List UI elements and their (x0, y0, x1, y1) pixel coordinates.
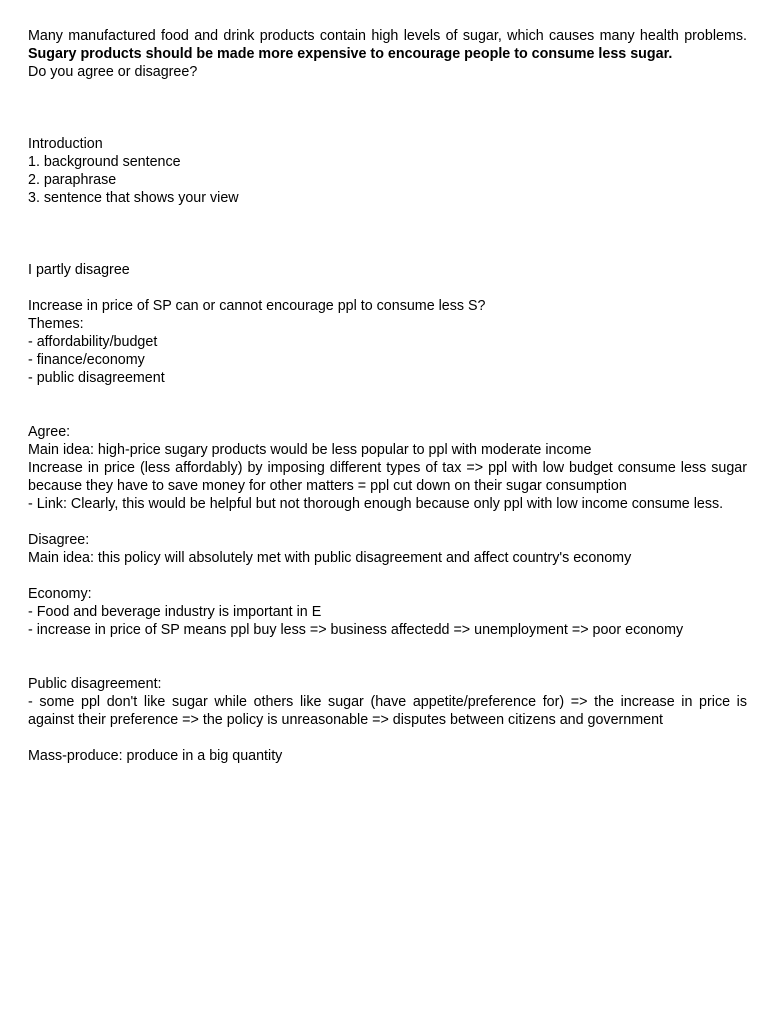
agree-link: - Link: Clearly, this would be helpful but not thorough enough because only ppl with low income consume less. (28, 496, 724, 512)
vocab-line: Mass-produce: produce in a big quantity (28, 748, 283, 764)
prompt-bold-statement: Sugary products should be made more expensive to encourage people to consume less sugar. (28, 46, 673, 62)
question-line: Increase in price of SP can or cannot encourage ppl to consume less S? (28, 298, 486, 314)
spacer (28, 513, 747, 531)
spacer (28, 117, 747, 135)
disagree-main-idea: Main idea: this policy will absolutely met with public disagreement and affect country's economy (28, 550, 632, 566)
agree-detail: Increase in price (less affordably) by imposing different types of tax => ppl with low budget consume less sugar because they have to save money for other matters = ppl cut down on their sugar consumption (28, 460, 747, 494)
public-disagreement-detail: - some ppl don't like sugar while others like sugar (have appetite/preference for) => the increase in price is against their preference => the policy is unreasonable => disputes between citizens and government (28, 694, 747, 728)
spacer (28, 207, 747, 225)
spacer (28, 387, 747, 405)
spacer (28, 729, 747, 747)
themes-heading: Themes: (28, 316, 84, 332)
introduction-item: 3. sentence that shows your view (28, 190, 239, 206)
spacer (28, 225, 747, 243)
spacer (28, 99, 747, 117)
agree-main-idea: Main idea: high-price sugary products would be less popular to ppl with moderate income (28, 442, 592, 458)
introduction-heading: Introduction (28, 136, 103, 152)
economy-item: - increase in price of SP means ppl buy less => business affectedd => unemployment => poor economy (28, 622, 684, 638)
agree-heading: Agree: (28, 424, 71, 440)
spacer (28, 243, 747, 261)
stance-line: I partly disagree (28, 262, 130, 278)
spacer (28, 567, 747, 585)
spacer (28, 279, 747, 297)
prompt-intro-text: Many manufactured food and drink products contain high levels of sugar, which causes many health problems. (28, 28, 747, 44)
prompt-question: Do you agree or disagree? (28, 64, 198, 80)
theme-item: - public disagreement (28, 370, 165, 386)
economy-item: - Food and beverage industry is important in E (28, 604, 322, 620)
essay-prompt (28, 27, 747, 63)
spacer (28, 405, 747, 423)
introduction-item: 1. background sentence (28, 154, 181, 170)
spacer (28, 81, 747, 99)
spacer (28, 657, 747, 675)
theme-item: - affordability/budget (28, 334, 158, 350)
disagree-heading: Disagree: (28, 532, 90, 548)
spacer (28, 639, 747, 657)
theme-item: - finance/economy (28, 352, 145, 368)
economy-heading: Economy: (28, 586, 92, 602)
document-page (28, 27, 747, 765)
public-disagreement-heading: Public disagreement: (28, 676, 162, 692)
introduction-item: 2. paraphrase (28, 172, 117, 188)
